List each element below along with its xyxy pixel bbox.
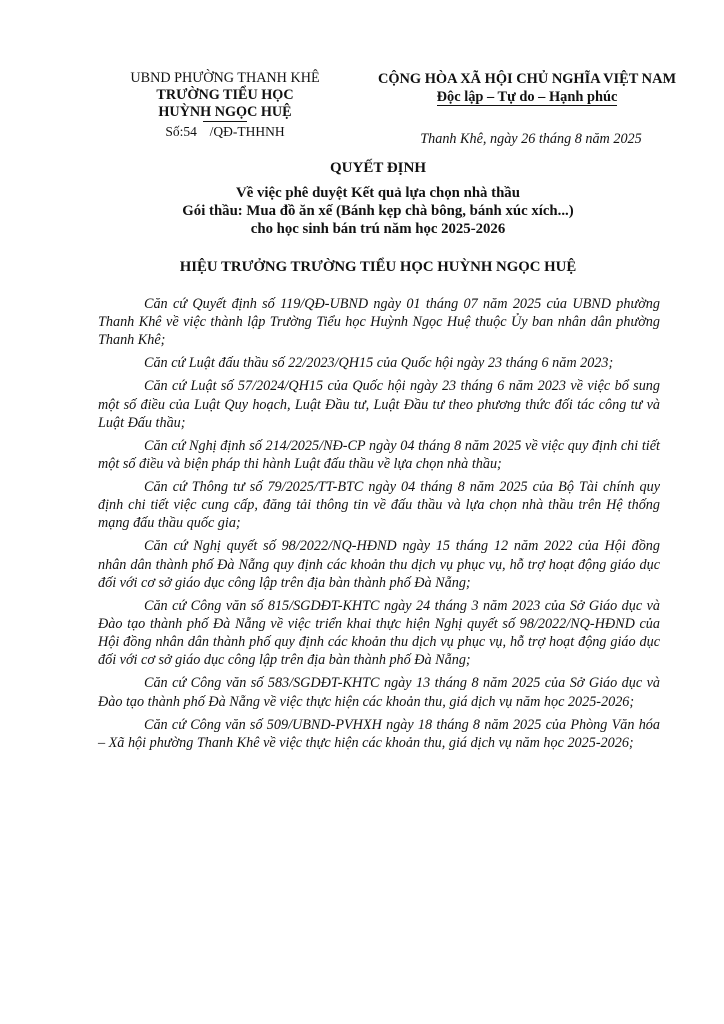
basis-paragraph: Căn cứ Nghị định số 214/2025/NĐ-CP ngày 04 tháng 8 năm 2025 về việc quy định chi tiết một số điều và biện pháp thi hành Luật đấu thầu về lựa chọn nhà thầu; <box>98 437 660 473</box>
decision-title: QUYẾT ĐỊNH <box>330 160 426 176</box>
document-number <box>98 123 352 140</box>
decision-subject <box>98 184 658 238</box>
subject-line-3: cho học sinh bán trú năm học 2025-2026 <box>250 221 506 237</box>
basis-paragraph: Căn cứ Công văn số 583/SGDĐT-KHTC ngày 13 tháng 8 năm 2025 của Sở Giáo dục và Đào tạo thành phố Đà Nẵng về việc thực hiện các khoản thu, giá dịch vụ năm học 2025-2026; <box>98 675 660 710</box>
principal-heading: HIỆU TRƯỞNG TRƯỜNG TIỂU HỌC HUỲNH NGỌC HUỆ <box>179 259 577 275</box>
issuer-header <box>98 70 352 140</box>
agency-name: UBND PHƯỜNG THANH KHÊ <box>130 70 320 86</box>
national-header <box>372 70 682 106</box>
header-divider <box>203 121 247 122</box>
basis-paragraph: Căn cứ Luật số 57/2024/QH15 của Quốc hội ngày 23 tháng 6 năm 2023 về việc bổ sung một số điều của Luật Quy hoạch, Luật Đầu tư, Luật Đầu tư theo phương thức đối tác công tư và Luật Đấu thầu; <box>98 378 660 431</box>
basis-paragraph: Căn cứ Thông tư số 79/2025/TT-BTC ngày 04 tháng 8 năm 2025 của Bộ Tài chính quy định chi tiết việc cung cấp, đăng tải thông tin về đấu thầu và lựa chọn nhà thầu trên Hệ thống mạng đấu thầu quốc gia; <box>98 479 660 532</box>
subject-line-2: Gói thầu: Mua đồ ăn xế (Bánh kẹp chà bông, bánh xúc xích...) <box>182 203 574 219</box>
nation-name: CỘNG HÒA XÃ HỘI CHỦ NGHĨA VIỆT NAM <box>377 71 677 87</box>
legal-basis-body <box>98 295 660 757</box>
subject-line-1: Về việc phê duyệt Kết quả lựa chọn nhà thầu <box>236 185 520 201</box>
basis-paragraph: Căn cứ Công văn số 815/SGDĐT-KHTC ngày 24 tháng 3 năm 2023 của Sở Giáo dục và Đào tạo thành phố Đà Nẵng về việc triển khai thực hiện Nghị quyết số 98/2022/NQ-HĐND của Hội đồng nhân dân thành phố quy định các khoản thu dịch vụ phục vụ, hỗ trợ hoạt động giáo dục đối với cơ sở giáo dục công lập trên địa bàn thành phố Đà Nẵng; <box>98 597 660 669</box>
basis-paragraph: Căn cứ Công văn số 509/UBND-PVHXH ngày 18 tháng 8 năm 2025 của Phòng Văn hóa – Xã hội phường Thanh Khê về việc thực hiện các khoản thu, giá dịch vụ năm học 2025-2026; <box>98 716 660 751</box>
basis-paragraph: Căn cứ Quyết định số 119/QĐ-UBND ngày 01 tháng 07 năm 2025 của UBND phường Thanh Khê về việc thành lập Trường Tiểu học Huỳnh Ngọc Huệ thuộc Ủy ban nhân dân phường Thanh Khê; <box>98 296 660 349</box>
number-label: Số:54 <box>165 124 197 139</box>
school-name-line1: TRƯỜNG TIỂU HỌC <box>156 87 294 103</box>
national-motto: Độc lập – Tự do – Hạnh phúc <box>436 89 618 105</box>
school-name-line2: HUỲNH NGỌC HUỆ <box>158 104 292 120</box>
basis-paragraph: Căn cứ Luật đấu thầu số 22/2023/QH15 của Quốc hội ngày 23 tháng 6 năm 2023; <box>144 355 614 372</box>
number-code: /QĐ-THHNH <box>209 124 285 139</box>
basis-paragraph: Căn cứ Nghị quyết số 98/2022/NQ-HĐND ngày 15 tháng 12 năm 2022 của Hội đồng nhân dân thành phố Đà Nẵng quy định các khoản thu dịch vụ phục vụ, hỗ trợ hoạt động giáo dục đối với cơ sở giáo dục công lập trên địa bàn thành phố Đà Nẵng; <box>98 538 660 591</box>
issue-date: Thanh Khê, ngày 26 tháng 8 năm 2025 <box>420 131 642 147</box>
